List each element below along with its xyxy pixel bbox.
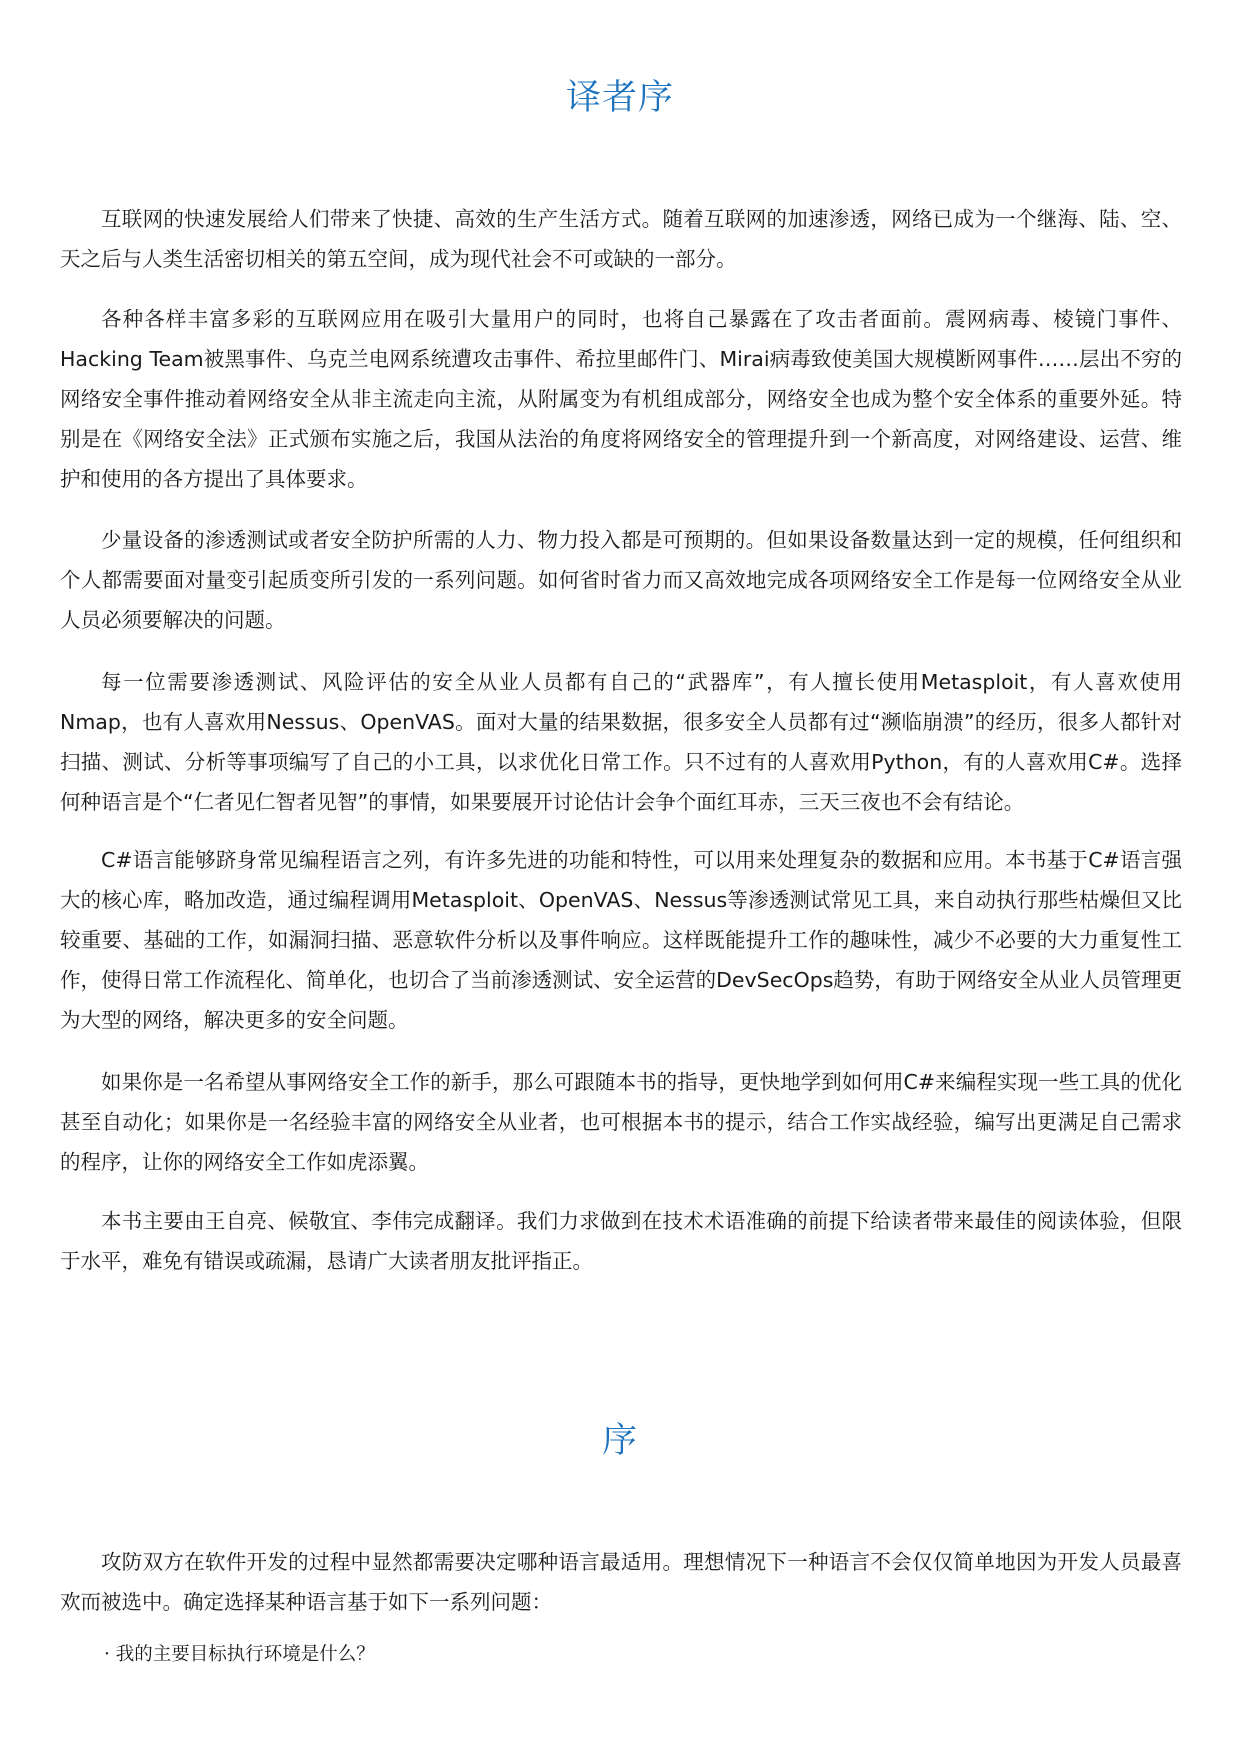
paragraph: 每一位需要渗透测试、风险评估的安全从业人员都有自己的“武器库”，有人擅长使用Metasploit，有人喜欢使用Nmap，也有人喜欢用Nessus、OpenVAS。面对大量的结果数据，很多安全人员都有过“濒临崩溃”的经历，很多人都针对扫描、测试、分析等事项编写了自己的小工具，以求优化日常工作。只不过有的人喜欢用Python，有的人喜欢用C#。选择何种语言是个“仁者见仁智者见智”的事情，如果要展开讨论估计会争个面红耳赤，三天三夜也不会有结论。 [60, 670, 1182, 814]
paragraph: 如果你是一名希望从事网络安全工作的新手，那么可跟随本书的指导，更快地学到如何用C#来编程实现一些工具的优化甚至自动化；如果你是一名经验丰富的网络安全从业者，也可根据本书的提示，结合工作实战经验，编写出更满足自己需求的程序，让你的网络安全工作如虎添翼。 [60, 1070, 1182, 1174]
preface-title: 序 [601, 1421, 638, 1461]
paragraph: 各种各样丰富多彩的互联网应用在吸引大量用户的同时，也将自己暴露在了攻击者面前。震网病毒、棱镜门事件、Hacking Team被黑事件、乌克兰电网系统遭攻击事件、希拉里邮件门、Mirai病毒致使美国大规模断网事件……层出不穷的网络安全事件推动着网络安全从非主流走向主流，从附属变为有机组成部分，网络安全也成为整个安全体系的重要外延。特别是在《网络安全法》正式颁布实施之后，我国从法治的角度将网络安全的管理提升到一个新高度，对网络建设、运营、维护和使用的各方提出了具体要求。 [60, 307, 1182, 491]
paragraph: 互联网的快速发展给人们带来了快捷、高效的生产生活方式。随着互联网的加速渗透，网络已成为一个继海、陆、空、天之后与人类生活密切相关的第五空间，成为现代社会不可或缺的一部分。 [60, 207, 1182, 271]
paragraph: C#语言能够跻身常见编程语言之列，有许多先进的功能和特性，可以用来处理复杂的数据和应用。本书基于C#语言强大的核心库，略加改造，通过编程调用Metasploit、OpenVAS、Nessus等渗透测试常见工具，来自动执行那些枯燥但又比较重要、基础的工作，如漏洞扫描、恶意软件分析以及事件响应。这样既能提升工作的趣味性，减少不必要的大力重复性工作，使得日常工作流程化、简单化，也切合了当前渗透测试、安全运营的DevSecOps趋势，有助于网络安全从业人员管理更为大型的网络，解决更多的安全问题。 [60, 848, 1182, 1032]
paragraph: 本书主要由王自亮、候敬宜、李伟完成翻译。我们力求做到在技术术语准确的前提下给读者带来最佳的阅读体验，但限于水平，难免有错误或疏漏，恳请广大读者朋友批评指正。 [60, 1209, 1182, 1273]
paragraph: 少量设备的渗透测试或者安全防护所需的人力、物力投入都是可预期的。但如果设备数量达到一定的规模，任何组织和个人都需要面对量变引起质变所引发的一系列问题。如何省时省力而又高效地完成各项网络安全工作是每一位网络安全从业人员必须要解决的问题。 [60, 528, 1182, 632]
translator-preface-title: 译者序 [565, 78, 674, 118]
bullet-item: · 我的主要目标执行环境是什么？ [104, 1644, 375, 1665]
paragraph: 攻防双方在软件开发的过程中显然都需要决定哪种语言最适用。理想情况下一种语言不会仅仅简单地因为开发人员最喜欢而被选中。确定选择某种语言基于如下一系列问题： [60, 1550, 1182, 1614]
